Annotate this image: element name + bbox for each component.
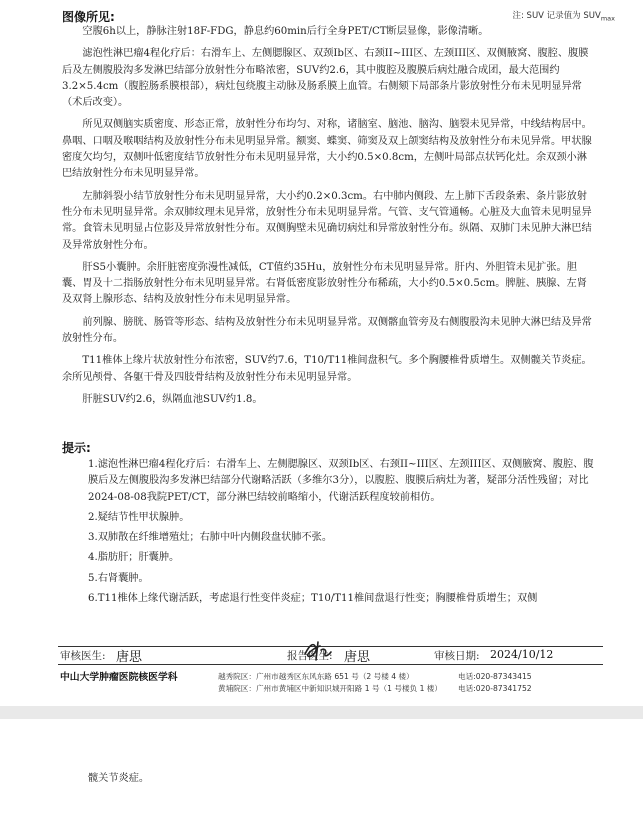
finding-paragraph: 左肺斜裂小结节放射性分布未见明显异常，大小约0.2×0.3cm。右中肺内侧段、左上肺下舌段条索、条片影放射性分布未见明显异常。余双肺纹理未见异常，放射性分布未见明显异常。气管、支气管通畅。心脏及大血管未见明显异常。食管未见明显占位影及异常放射性分布。双侧胸壁未见确切病灶和异常放射性分布。纵隔、双肺门未见肿大淋巴结及异常放射性分布。	[62, 190, 592, 251]
hospital-department-name: 中山大学肿瘤医院核医学科	[60, 672, 178, 683]
suv-note	[512, 9, 615, 23]
finding-paragraph: 肝脏SUV约2.6，纵隔血池SUV约1.8。	[82, 393, 263, 405]
review-date-label: 审核日期:	[434, 650, 480, 662]
hint-item: 3.双肺散在纤维增殖灶；右肺中叶内侧段盘状肺不张。	[88, 532, 333, 544]
finding-paragraph: 肝S5小囊肿。余肝脏密度弥漫性减低，CT值约35Hu，放射性分布未见明显异常。肝内、外胆管未见扩张。胆囊、胃及十二指肠放射性分布未见明显异常。右肾低密度影放射性分布稀疏，大小约0.5×0.5cm。脾脏、胰腺、左肾及双肾上腺形态、结构及放射性分布未见明显异常。	[62, 261, 587, 306]
finding-paragraph: 所见双侧脑实质密度、形态正常，放射性分布均匀、对称，诸脑室、脑池、脑沟、脑裂未见异常，中线结构居中。鼻咽、口咽及喉咽结构及放射性分布未见明显异常。额窦、蝶窦、筛窦及双上颌窦结构及放射性分布未见异常。甲状腺密度欠均匀，双侧叶低密度结节放射性分布未见明显异常，大小约0.5×0.8cm，左侧叶局部点状钙化灶。余双颈小淋巴结放射性分布未见明显异常。	[62, 119, 592, 180]
findings-heading: 图像所见:	[62, 10, 115, 24]
reviewer-name: 唐思	[116, 650, 143, 665]
hints-heading: 提示:	[62, 441, 91, 455]
reporter-name: 唐思	[344, 650, 371, 665]
hint-item: 5.右肾囊肿。	[88, 572, 149, 584]
campus-address-1: 越秀院区：广州市越秀区东风东路 651 号（2 号楼 4 楼）	[218, 672, 414, 681]
finding-paragraph: T11椎体上缘片状放射性分布浓密，SUV约7.6，T10/T11椎间盘积气。多个胸腰椎骨质增生。双侧髋关节炎症。余所见颅骨、各躯干骨及四肢骨结构及放射性分布未见明显异常。	[62, 355, 592, 383]
reviewer-label: 审核医生:	[60, 650, 106, 662]
campus-phone-2: 电话:020-87341752	[458, 684, 532, 693]
hints-list	[88, 457, 603, 611]
hint-item: 6.T11椎体上缘代谢活跃，考虑退行性变伴炎症；T10/T11椎间盘退行性变；胸腰椎骨质增生；双侧	[88, 593, 538, 605]
suv-note-subscript: max	[600, 14, 615, 23]
suv-note-text: 注: SUV 记录值为 SUV	[512, 11, 601, 21]
hint-item: 1.滤泡性淋巴瘤4程化疗后：右滑车上、左侧腮腺区、双颈Ib区、右颈II~III区、左颈III区、双侧腋窝、腹腔、腹膜后及左侧腹股沟多发淋巴结部分代谢略活跃（多维尔3分），以腹腔、腹膜后病灶为著，疑部分活性残留；对比2024-08-08我院PET/CT，部分淋巴结较前略缩小，代谢活跃程度较前相仿。	[88, 459, 594, 503]
hint-item: 4.脂肪肝；肝囊肿。	[88, 552, 180, 564]
review-date: 2024/10/12	[490, 648, 554, 661]
campus-phone-1: 电话:020-87343415	[458, 672, 532, 681]
signature-bottom-divider	[58, 664, 603, 665]
finding-paragraph: 前列腺、膀胱、肠管等形态、结构及放射性分布未见明显异常。双侧髂血管旁及右侧腹股沟未见肿大淋巴结及异常放射性分布。	[62, 316, 592, 345]
reporter-label: 报告医生:	[287, 650, 333, 662]
finding-paragraph: 空腹6h以上，静脉注射18F-FDG，静息约60min后行全身PET/CT断层显像，影像清晰。	[82, 26, 489, 37]
findings-body	[62, 24, 597, 414]
finding-paragraph: 滤泡性淋巴瘤4程化疗后：右滑车上、左侧腮腺区、双颈Ib区、右颈II~III区、左颈III区、双侧腋窝、腹腔、腹膜后及左侧腹股沟多发淋巴结部分放射性分布略浓密，SUV约2.6，其中腹腔及腹膜后病灶融合成团，最大范围约3.2×5.4cm（腹腔肠系膜根部），病灶包绕腹主动脉及肠系膜上血管。右侧颏下局部条片影放射性分布未见明显异常（术后改变）。	[62, 48, 589, 109]
handwritten-signature-icon	[302, 638, 334, 664]
hint-item: 2.疑结节性甲状腺肿。	[88, 511, 190, 523]
hint-continuation: 髋关节炎症。	[88, 773, 150, 784]
campus-address-2: 黄埔院区：广州市黄埔区中新知识城开阳路 1 号（1 号楼负 1 楼）	[218, 684, 442, 693]
